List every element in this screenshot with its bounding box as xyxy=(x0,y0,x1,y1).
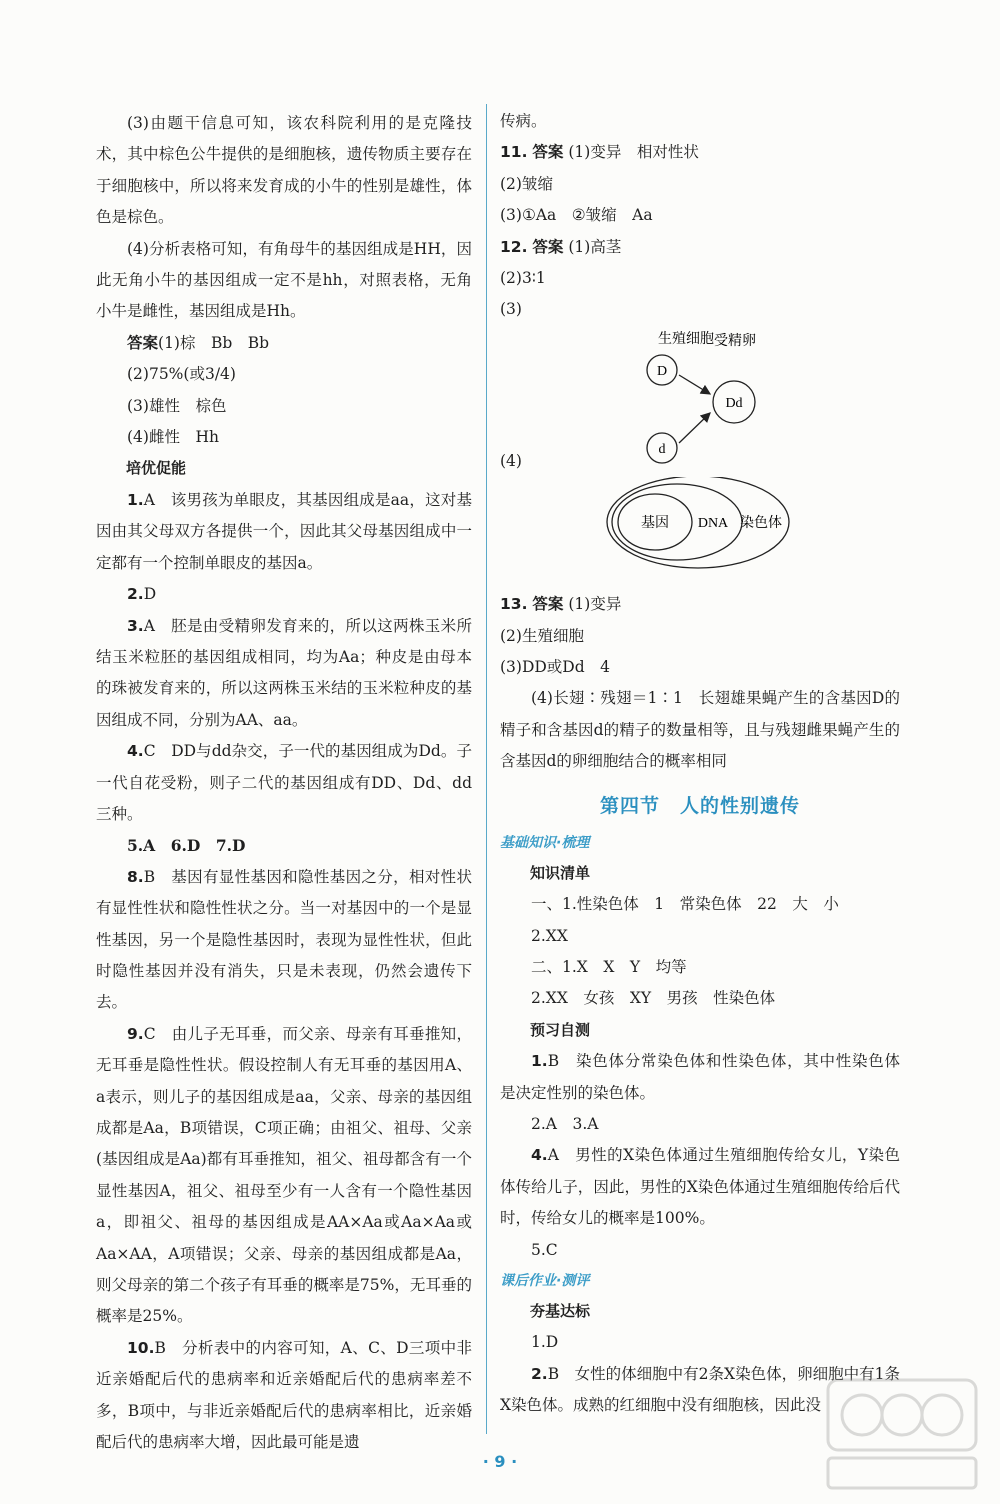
question-8: 8.B 基因有显性基因和隐性基因之分，相对性状有显性性状和隐性性状之分。当一对基因中的一个是显性基因，另一个是隐性基因时，表现为显性性状，但此时隐性基因并没有消失，只是未表现，仍然会遗传下去。 xyxy=(96,867,472,1012)
fertilization-diagram xyxy=(500,326,900,476)
question-2: 2.D xyxy=(127,585,157,604)
subheading-preview-test: 预习自测 xyxy=(530,1020,591,1039)
question-9: 9.C 由儿子无耳垂，而父亲、母亲有耳垂推知，无耳垂是隐性性状。假设控制人有无耳垂的基因用A、a表示，则儿子的基因组成是aa，父亲、母亲的基因组成都是Aa，B项错误，C项正确；由祖父、祖母、父亲(基因组成是Aa)都有耳垂推知，祖父、祖母都含有一个显性基因A，祖父、祖母至少有一人含有一个隐性基因a，即祖父、祖母的基因组成是AA×Aa或Aa×Aa或Aa×AA，A项错误；父亲、母亲的基因组成都是Aa，则父母亲的第二个孩子有耳垂的概率是75%，无耳垂的概率是25%。 xyxy=(96,1024,472,1326)
question-12: 12. 答案 (1)高茎 xyxy=(500,237,622,256)
test-4: 4.A 男性的X染色体通过生殖细胞传给女儿，Y染色体传给儿子，因此，男性的X染色体通过生殖细胞传给后代时，传给女儿的概率是100%。 xyxy=(500,1146,900,1228)
test-5: 5.C xyxy=(531,1240,558,1259)
right-column xyxy=(500,106,900,1422)
venn-diagram xyxy=(500,477,900,617)
band-basic-knowledge: 基础知识·梳理 xyxy=(500,834,590,851)
knowledge-1: 一、1.性染色体 1 常染色体 22 大 小 xyxy=(531,895,839,914)
arrow-D xyxy=(679,375,710,394)
question-13: 13. 答案 (1)变异 xyxy=(500,595,622,614)
answer-12-3: (3) xyxy=(500,300,522,319)
chapter-title: 第四节 人的性别遗传 xyxy=(599,794,800,817)
fertilization-svg xyxy=(500,326,900,476)
subheading-knowledge-list: 知识清单 xyxy=(530,863,591,882)
answer-2: (2)75%(或3/4) xyxy=(127,365,236,384)
questions-5-7: 5.A 6.D 7.D xyxy=(127,836,246,856)
subheading-foundation: 夯基达标 xyxy=(530,1301,591,1320)
zygote-label: 受精卵 xyxy=(714,331,756,348)
answer-4: (4)雌性 Hh xyxy=(127,428,219,447)
answer-11-2: (2)皱缩 xyxy=(500,174,553,193)
answer-11-3: (3)①Aa ②皱缩 Aa xyxy=(500,206,653,225)
band-homework: 课后作业·测评 xyxy=(500,1272,590,1289)
para-4: (4)分析表格可知，有角母牛的基因组成是HH，因此无角小牛的基因组成一定不是hh，对照表格，无角小牛是雌性，基因组成是Hh。 xyxy=(96,239,472,321)
venn-svg xyxy=(500,477,900,617)
watermark-logo xyxy=(822,1374,982,1494)
test-2-3: 2.A 3.A xyxy=(531,1114,599,1133)
page-number: · 9 · xyxy=(482,1452,518,1471)
homework-1: 1.D xyxy=(531,1333,559,1352)
left-column xyxy=(96,108,472,1458)
question-10: 10.B 分析表中的内容可知，A、C、D三项中非近亲婚配后代的患病率和近亲婚配后代的患病率差不多，B项中，与非近亲婚配后代的患病率相比，近亲婚配后代的患病率大增，因此最可能是遗 xyxy=(96,1338,472,1452)
para-3: (3)由题干信息可知，该农科院利用的是克隆技术，其中棕色公牛提供的是细胞核，遗传物质主要存在于细胞核中，所以将来发育成的小牛的性别是雄性，体色是棕色。 xyxy=(96,114,472,227)
label-Dd: Dd xyxy=(725,395,743,411)
question-4: 4.C DD与dd杂交，子一代的基因组成为Dd。子一代自花受粉，则子二代的基因组成有DD、Dd、dd三种。 xyxy=(96,742,472,823)
section-heading: 培优促能 xyxy=(126,459,187,478)
question-11: 11. 答案 (1)变异 相对性状 xyxy=(500,143,699,162)
answer-13-2: (2)生殖细胞 xyxy=(500,626,584,645)
arrow-d xyxy=(679,413,710,443)
answer-12-2: (2)3∶1 xyxy=(500,269,546,288)
answer-1: (1)棕 Bb Bb xyxy=(158,333,270,352)
answer-3: (3)雄性 棕色 xyxy=(127,396,227,415)
answer-block-1 xyxy=(96,328,472,359)
answer-13-4: (4)长翅∶残翅＝1∶1 长翅雄果蝇产生的含基因D的精子和含基因d的精子的数量相等，且与残翅雌果蝇产生的含基因d的卵细胞结合的概率相同 xyxy=(500,689,900,771)
question-1: 1.A 该男孩为单眼皮，其基因组成是aa，这对基因由其父母双方各提供一个，因此其父母基因组成中一定都有一个控制单眼皮的基因a。 xyxy=(96,490,472,572)
knowledge-3: 二、1.X X Y 均等 xyxy=(531,957,687,976)
venn-chromosome: 染色体 xyxy=(740,514,782,531)
test-1: 1.B 染色体分常染色体和性染色体，其中性染色体是决定性别的染色体。 xyxy=(500,1052,900,1102)
homework-2: 2.B 女性的体细胞中有2条X染色体，卵细胞中有1条X染色体。成熟的红细胞中没有细胞核，因此没 xyxy=(500,1364,900,1415)
answer-label: 答案 xyxy=(127,333,159,352)
answer-12-4: (4) xyxy=(500,451,522,470)
germ-cell-label: 生殖细胞 xyxy=(658,329,714,346)
knowledge-2: 2.XX xyxy=(531,926,568,945)
continued-text: 传病。 xyxy=(500,112,547,130)
knowledge-4: 2.XX 女孩 XY 男孩 性染色体 xyxy=(531,989,776,1008)
venn-dna: DNA xyxy=(697,516,729,532)
label-d: d xyxy=(658,441,666,457)
answer-13-3: (3)DD或Dd 4 xyxy=(500,658,611,677)
venn-gene: 基因 xyxy=(641,514,669,531)
column-divider xyxy=(486,104,487,1434)
question-3: 3.A 胚是由受精卵发育来的，所以这两株玉米所结玉米粒胚的基因组成相同，均为Aa；种皮是由母本的珠被发育来的，所以这两株玉米结的玉米粒种皮的基因组成不同，分别为AA、aa。 xyxy=(96,616,472,729)
label-D: D xyxy=(656,363,668,379)
